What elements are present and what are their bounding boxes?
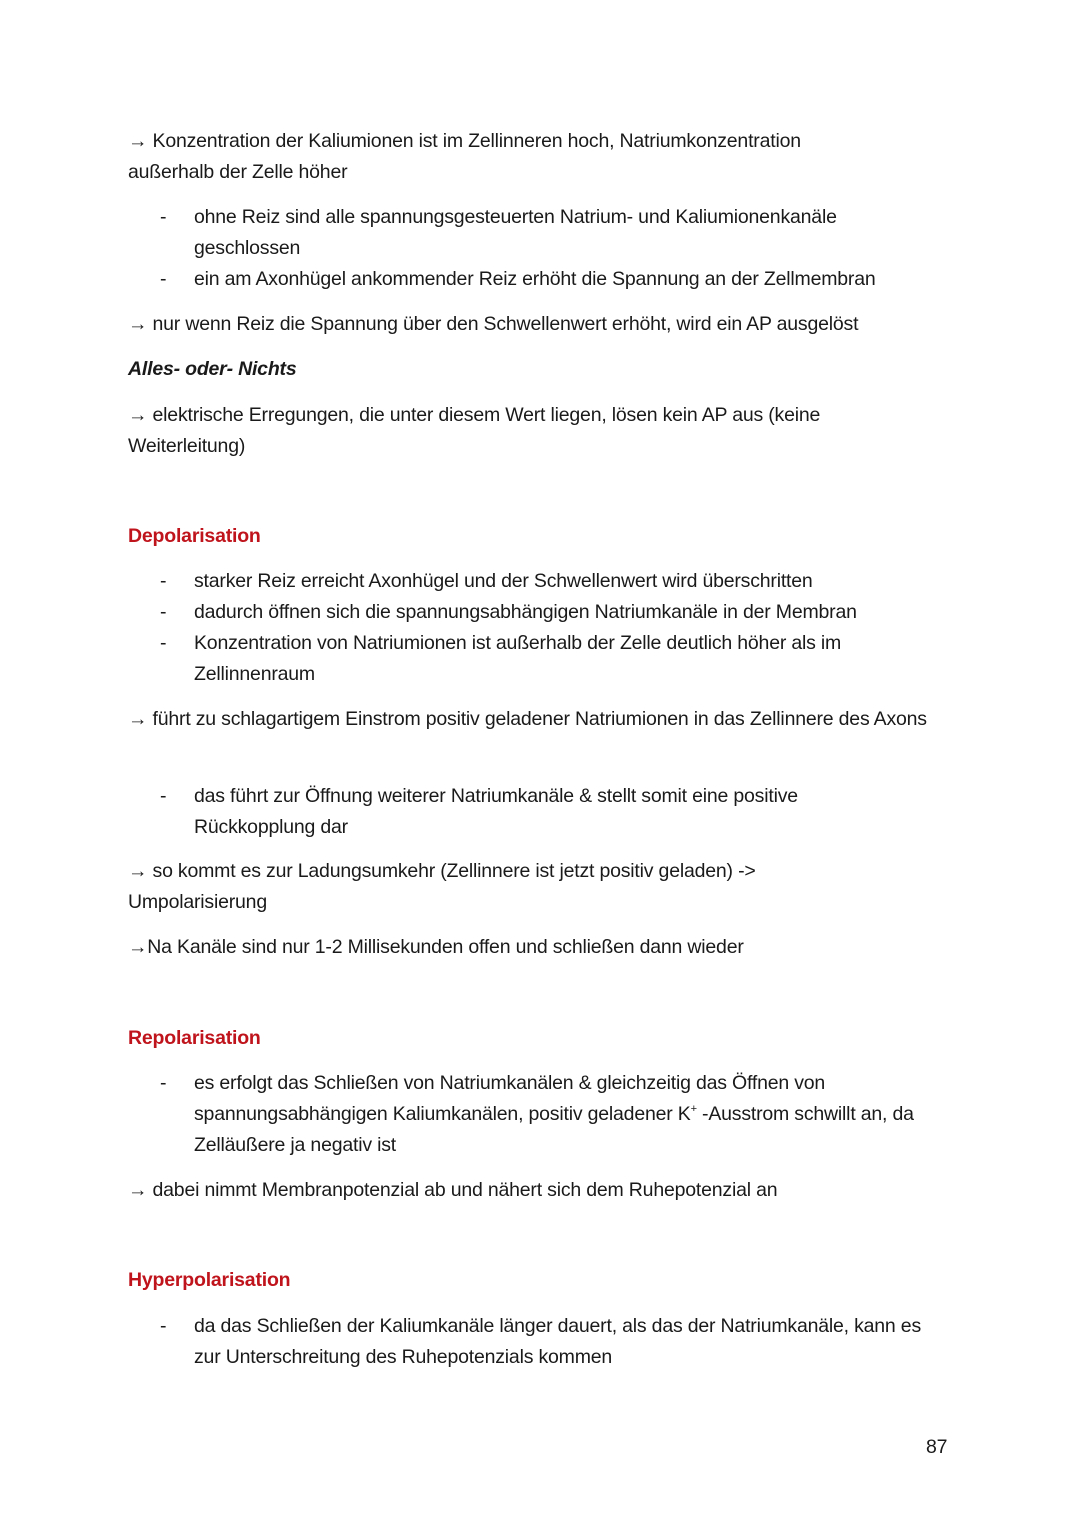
bullet-dash: - xyxy=(160,268,167,290)
heading-hyperpolarisation: Hyperpolarisation xyxy=(128,1269,291,1291)
list-item xyxy=(128,597,958,628)
list-item xyxy=(128,1311,928,1373)
subheading-all-or-nothing: Alles- oder- Nichts xyxy=(128,358,297,380)
heading-depolarisation: Depolarisation xyxy=(128,525,261,547)
list-item-text: starker Reiz erreicht Axonhügel und der Schwellenwert wird überschritten xyxy=(194,570,813,592)
page-number: 87 xyxy=(926,1436,948,1458)
list-item-text: da das Schließen der Kaliumkanäle länger dauert, als das der Natriumkanäle, kann es zur Unterschreitung des Ruhepotenzials kommen xyxy=(194,1315,921,1368)
list-item-text: ohne Reiz sind alle spannungsgesteuerten Natrium- und Kaliumionenkanäle geschlossen xyxy=(194,206,837,259)
paragraph-potassium-concentration: → Konzentration der Kaliumionen ist im Zellinneren hoch, Natriumkonzentration außerhalb der Zelle höher xyxy=(128,130,801,183)
bullet-dash: - xyxy=(160,570,167,592)
list-item xyxy=(128,566,958,597)
list-item xyxy=(128,202,928,264)
list-item-text: ein am Axonhügel ankommender Reiz erhöht die Spannung an der Zellmembran xyxy=(194,268,876,290)
list-item xyxy=(128,628,928,690)
bullet-dash: - xyxy=(160,785,167,807)
list-item xyxy=(128,264,958,295)
list-item xyxy=(128,1068,938,1161)
bullet-dash: - xyxy=(160,1315,167,1337)
list-item xyxy=(128,781,888,843)
bullet-dash: - xyxy=(160,601,167,623)
paragraph-na-channels-duration: →Na Kanäle sind nur 1-2 Millisekunden offen und schließen dann wieder xyxy=(128,936,744,958)
bullet-dash: - xyxy=(160,1072,167,1094)
list-item-text: dadurch öffnen sich die spannungsabhängigen Natriumkanäle in der Membran xyxy=(194,601,857,623)
paragraph-membrane-potential: → dabei nimmt Membranpotenzial ab und nähert sich dem Ruhepotenzial an xyxy=(128,1179,778,1201)
paragraph-sodium-influx: → führt zu schlagartigem Einstrom positiv geladener Natriumionen in das Zellinnere des Axons xyxy=(128,708,927,730)
paragraph-subthreshold: → elektrische Erregungen, die unter diesem Wert liegen, lösen kein AP aus (keine Weiterleitung) xyxy=(128,404,821,457)
bullet-dash: - xyxy=(160,206,167,228)
paragraph-charge-reversal: → so kommt es zur Ladungsumkehr (Zellinnere ist jetzt positiv geladen) -> Umpolarisierung xyxy=(128,860,756,913)
paragraph-threshold: → nur wenn Reiz die Spannung über den Schwellenwert erhöht, wird ein AP ausgelöst xyxy=(128,313,859,335)
heading-repolarisation: Repolarisation xyxy=(128,1027,261,1049)
list-item-text: das führt zur Öffnung weiterer Natriumkanäle & stellt somit eine positive Rückkopplung dar xyxy=(194,785,798,838)
list-item-text: Konzentration von Natriumionen ist außerhalb der Zelle deutlich höher als im Zellinnenraum xyxy=(194,632,842,685)
bullet-dash: - xyxy=(160,632,167,654)
superscript-plus: + xyxy=(690,1103,697,1115)
list-item-text: es erfolgt das Schließen von Natriumkanälen & gleichzeitig das Öffnen von spannungsabhängigen Kaliumkanälen, positiv geladener K+ -Ausstrom schwillt an, da Zelläußere ja negativ ist xyxy=(194,1072,914,1156)
